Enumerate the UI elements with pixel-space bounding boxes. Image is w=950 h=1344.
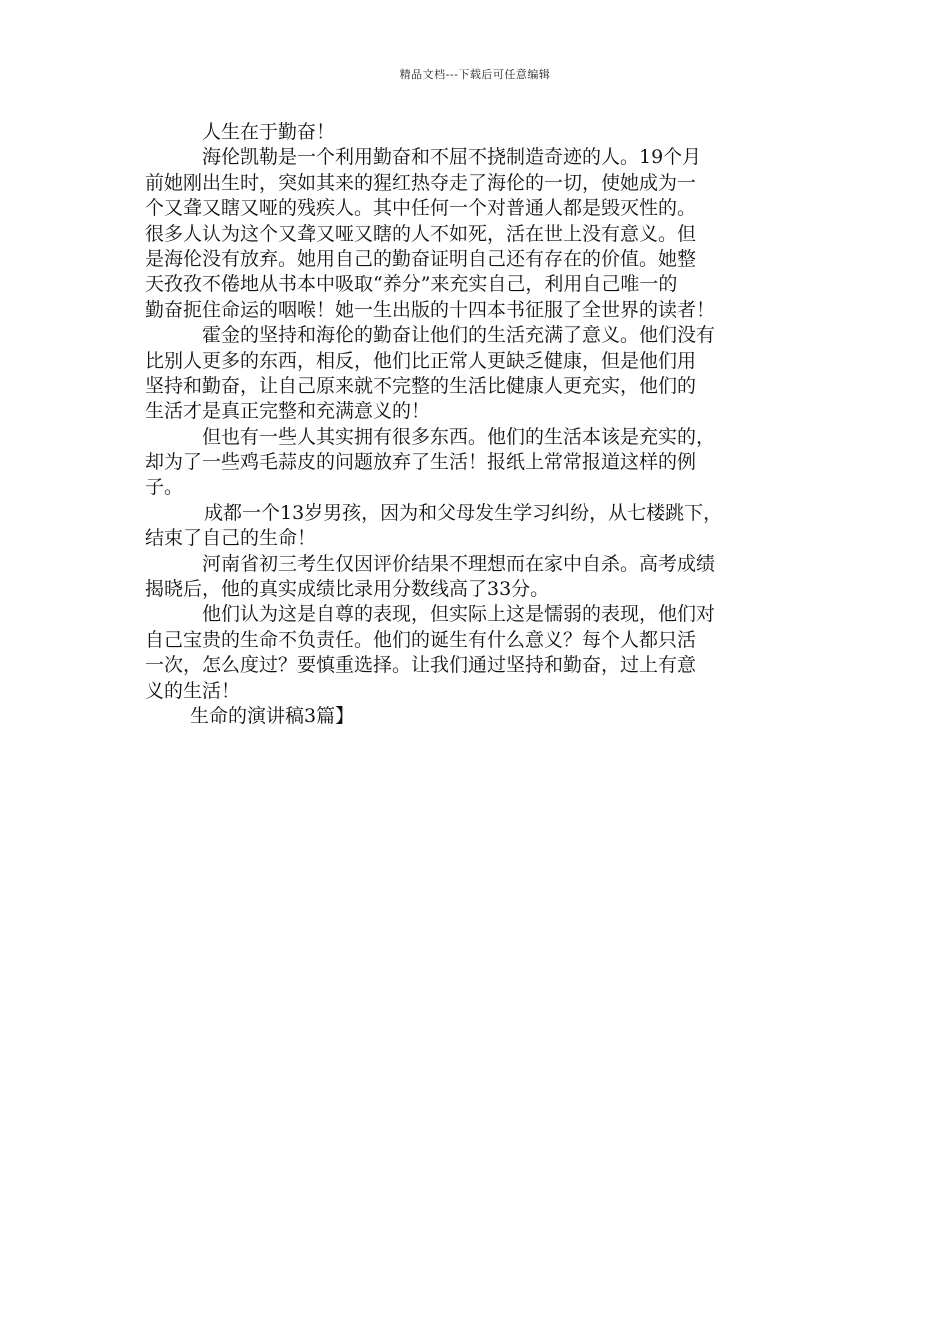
paragraph-line: 一次，怎么度过？要慎重选择。让我们通过坚持和勤奋，过上有意 (145, 654, 697, 677)
paragraph-line: 成都一个13岁男孩，因为和父母发生学习纠纷，从七楼跳下， (204, 501, 723, 524)
paragraph-line: 自己宝贵的生命不负责任。他们的诞生有什么意义？每个人都只活 (145, 628, 697, 651)
paragraph-line: 他们认为这是自尊的表现，但实际上这是懦弱的表现，他们对 (202, 603, 716, 626)
paragraph-line: 霍金的坚持和海伦的勤奋让他们的生活充满了意义。他们没有 (202, 324, 716, 347)
paragraph-line: 比别人更多的东西，相反，他们比正常人更缺乏健康，但是他们用 (145, 349, 697, 372)
paragraph-line: 子。 (145, 476, 184, 499)
paragraph-line: 但也有一些人其实拥有很多东西。他们的生活本该是充实的， (202, 425, 716, 448)
paragraph-line: 结束了自己的生命！ (145, 527, 317, 550)
paragraph-line: 义的生活！ (145, 679, 241, 702)
paragraph-line: 生活才是真正完整和充满意义的！ (145, 400, 431, 423)
closing-line: 生命的演讲稿3篇】 (190, 704, 355, 727)
paragraph-line: 勤奋扼住命运的咽喉！她一生出版的十四本书征服了全世界的读者！ (145, 298, 716, 321)
paragraph-line: 河南省初三考生仅因评价结果不理想而在家中自杀。高考成绩 (202, 552, 716, 575)
paragraph-line: 坚持和勤奋，让自己原来就不完整的生活比健康人更充实，他们的 (145, 374, 697, 397)
paragraph-line: 是海伦没有放弃。她用自己的勤奋证明自己还有存在的价值。她整 (145, 247, 697, 270)
paragraph-line: 天孜孜不倦地从书本中吸取“养分”来充实自己，利用自己唯一的 (145, 273, 678, 296)
section-title: 人生在于勤奋！ (202, 121, 336, 143)
paragraph-line: 前她刚出生时，突如其来的猩红热夺走了海伦的一切，使她成为一 (145, 171, 697, 194)
paragraph-line: 很多人认为这个又聋又哑又瞎的人不如死，活在世上没有意义。但 (145, 222, 697, 245)
paragraph-line: 却为了一些鸡毛蒜皮的问题放弃了生活！报纸上常常报道这样的例 (145, 451, 697, 474)
paragraph-line: 个又聋又瞎又哑的残疾人。其中任何一个对普通人都是毁灭性的。 (145, 197, 697, 220)
paragraph-line: 海伦凯勒是一个利用勤奋和不屈不挠制造奇迹的人。19个月 (202, 146, 702, 169)
document-body (145, 120, 811, 729)
paragraph-line: 揭晓后，他的真实成绩比录用分数线高了33分。 (145, 578, 550, 601)
page-header: 精品文档---下载后可任意编辑 (399, 68, 551, 81)
